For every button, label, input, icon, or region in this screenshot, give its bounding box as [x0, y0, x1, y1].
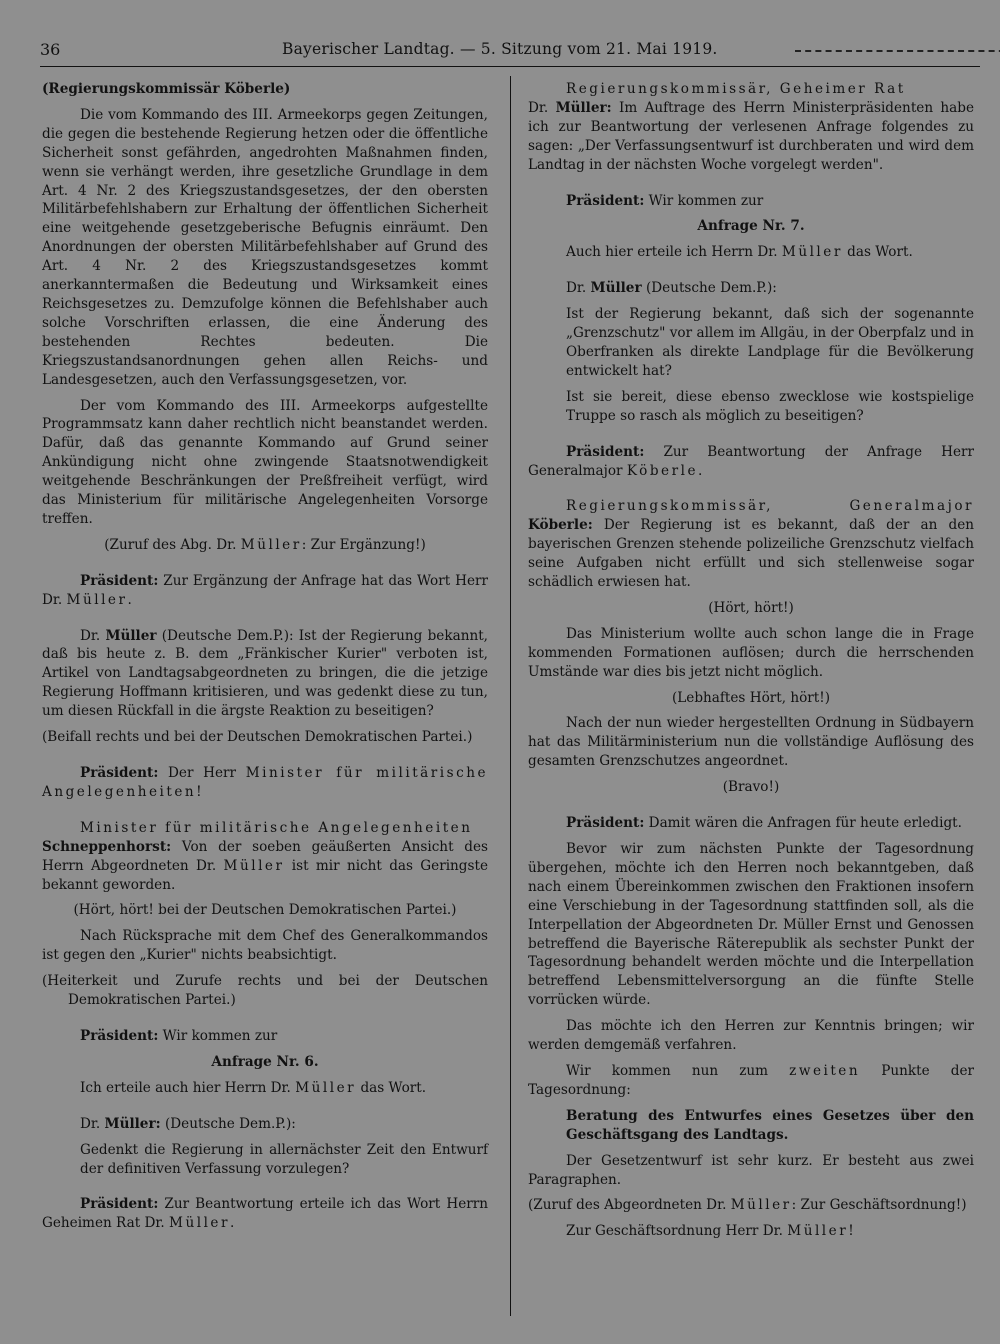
question-text: Ist sie bereit, diese ebenso zwecklose wie kostspielige Truppe so rasch als möglich zu beseitigen? [566, 388, 974, 424]
speech: Dr. Müller (Deutsche Dem.P.): Ist der Regierung bekannt, daß bis heute z. B. dem „Fränkischer Kurier" verboten ist, Artikel von Landtagsabgeordneten zu bringen, die die jetzige Regierung Hoffmann kritisieren, und was gedenkt diese zu tun, um diesen Rückfall in die ärgste Reaktion zu beseitigen? [42, 627, 488, 720]
speech: Präsident: Damit wären die Anfragen für heute erledigt. [566, 815, 962, 832]
speech: Regierungskommissär, Generalmajor Köberle: Der Regierung ist es bekannt, daß der an den bayerischen Grenzen stehende polizeiliche Grenzschutz vielfach seine Aufgaben nicht erfüllt und sich stellenweise sogar schädlich erwiesen hat. [528, 498, 974, 591]
speech: Regierungskommissär, Geheimer Rat Dr. Müller: Im Auftrage des Herrn Ministerpräsidenten habe ich zur Beantwortung der verlesenen Anfrage folgendes zu sagen: „Der Verfassungsentwurf ist durchberaten und wird dem Landtag in der nächsten Woche vorgelegt werden". [528, 81, 975, 173]
speech: Präsident: Zur Ergänzung der Anfrage hat das Wort Herr Dr. Müller. [42, 572, 488, 608]
interjection: (Hört, hört!) [708, 599, 794, 616]
speech: Präsident: Wir kommen zur [80, 1027, 278, 1044]
question-text: Gedenkt die Regierung in allernächster Zeit den Entwurf der definitiven Verfassung vorzulegen? [80, 1141, 488, 1177]
header-rule [40, 66, 980, 67]
paragraph: Das möchte ich den Herren zur Kenntnis bringen; wir werden demgemäß verfahren. [528, 1018, 974, 1054]
right-column [528, 80, 974, 1248]
interjection: (Lebhaftes Hört, hört!) [671, 689, 831, 706]
interjection: (Zuruf des Abgeordneten Dr. Müller: Zur Geschäftsordnung!) [528, 1197, 967, 1214]
agenda-heading: Anfrage Nr. 7. [697, 218, 805, 235]
interjection: (Hört, hört! bei der Deutschen Demokratischen Partei.) [73, 902, 457, 919]
speech: Präsident: Zur Beantwortung erteile ich das Wort Herrn Geheimen Rat Dr. Müller. [42, 1196, 488, 1232]
interjection: (Beifall rechts und bei der Deutschen Demokratischen Partei.) [42, 729, 473, 746]
question-text: Ist der Regierung bekannt, daß sich der sogenannte „Grenzschutz" vor allem im Allgäu, in der Oberpfalz und in Oberfranken als direkte Landplage für die Bevölkerung entwickelt hat? [566, 306, 974, 379]
paragraph: Das Ministerium wollte auch schon lange die in Frage kommenden Formationen auflösen; durch die herrschenden Umstände war dies bis jetzt nicht möglich. [528, 625, 974, 680]
speech: Dr. Müller (Deutsche Dem.P.): [566, 280, 777, 297]
paragraph: Zur Geschäftsordnung Herr Dr. Müller! [566, 1223, 854, 1240]
speech: Dr. Müller: (Deutsche Dem.P.): [80, 1115, 296, 1132]
speech: Präsident: Der Herr Minister für militärische Angelegenheiten! [42, 765, 488, 800]
speech: Präsident: Zur Beantwortung der Anfrage Herr Generalmajor Köberle. [528, 443, 974, 479]
paragraph: Die vom Kommando des III. Armeekorps gegen Zeitungen, die gegen die bestehende Regierung hetzen oder die öffentliche Sicherheit sonst gefährden, angedrohten Maßnahmen finden, wenn sie verhängt werden, ihre gesetzliche Grundlage in dem Art. 4 Nr. 2 des Kriegszustandsgesetzes, der den obersten Militärbefehlshabern zur Erhaltung der öffentlichen Sicherheit eine weitgehende gesetzgeberische Befugnis einräumt. Den Anordnungen der obersten Militärbefehlshaber auf Grund des Art. 4 Nr. 2 des Kriegszustandsgesetzes kommt anerkanntermaßen die Bedeutung und Wirksamkeit eines Reichsgesetzes zu. Demzufolge können die Befehlshaber auch solche Vorschriften erlassen, die eine Änderung des bestehenden Rechtes bedeuten. Die Kriegszustandsanordnungen gehen allen Reichs- und Landesgesetzen, auch den Verfassungsgesetzen, vor. [42, 106, 488, 388]
running-title: Bayerischer Landtag. — 5. Sitzung vom 21. Mai 1919. [282, 40, 718, 58]
paragraph: Nach der nun wieder hergestellten Ordnung in Südbayern hat das Militärministerium nun die vollständige Auflösung des gesamten Grenzschutzes angeordnet. [528, 715, 974, 770]
paragraph: Auch hier erteile ich Herrn Dr. Müller das Wort. [566, 244, 913, 261]
agenda-item-title: Beratung des Entwurfes eines Gesetzes über den Geschäftsgang des Landtags. [566, 1107, 974, 1143]
speech: Minister für militärische Angelegenheiten Schneppenhorst: Von der soeben geäußerten Ansicht des Herrn Abgeordneten Dr. Müller ist mir nicht das Geringste bekannt geworden. [42, 819, 488, 893]
paragraph: Bevor wir zum nächsten Punkte der Tagesordnung übergehen, möchte ich den Herren noch bekanntgeben, daß nach einem Übereinkommen zwischen den Fraktionen insofern eine Verschiebung in der Tagesordnung stattfinden soll, als die Interpellation der Abgeordneten Dr. Müller Ernst und Genossen betreffend die Bayerische Räterepublik als sechster Punkt der Tagesordnung behandelt werden möchte und die Interpellation betreffend Lebensmittelversorgung an die fünfte Stelle vorrücken würde. [528, 841, 974, 1009]
speaker-continuation: (Regierungskommissär Köberle) [42, 81, 291, 97]
paragraph: Der vom Kommando des III. Armeekorps aufgestellte Programmsatz kann daher rechtlich nicht beanstandet werden. Dafür, daß das genannte Kommando auf Grund seiner Ankündigung nicht ohne zwingende Staatsnotwendigkeit weitgehende Beschränkungen der Preßfreiheit verfügt, wird das Ministerium für militärische Angelegenheiten Vorsorge treffen. [42, 397, 488, 527]
paragraph: Der Gesetzentwurf ist sehr kurz. Er besteht aus zwei Paragraphen. [528, 1152, 974, 1188]
paragraph: Ich erteile auch hier Herrn Dr. Müller das Wort. [80, 1079, 427, 1096]
agenda-heading: Anfrage Nr. 6. [211, 1053, 319, 1070]
paragraph: Wir kommen nun zum zweiten Punkte der Tagesordnung: [528, 1062, 975, 1098]
column-divider [510, 76, 511, 1316]
speech: Präsident: Wir kommen zur [566, 192, 764, 209]
interjection: (Bravo!) [722, 779, 780, 796]
left-column [42, 80, 488, 1240]
interjection: (Zuruf des Abg. Dr. Müller: Zur Ergänzung!) [104, 536, 426, 553]
interjection: (Heiterkeit und Zurufe rechts und bei der Deutschen Demokratischen Partei.) [42, 973, 488, 1009]
page-number: 36 [40, 40, 61, 59]
header-dashes [795, 50, 1000, 52]
page-header [40, 40, 980, 64]
paragraph: Nach Rücksprache mit dem Chef des Generalkommandos ist gegen den „Kurier" nichts beabsichtigt. [42, 928, 488, 964]
